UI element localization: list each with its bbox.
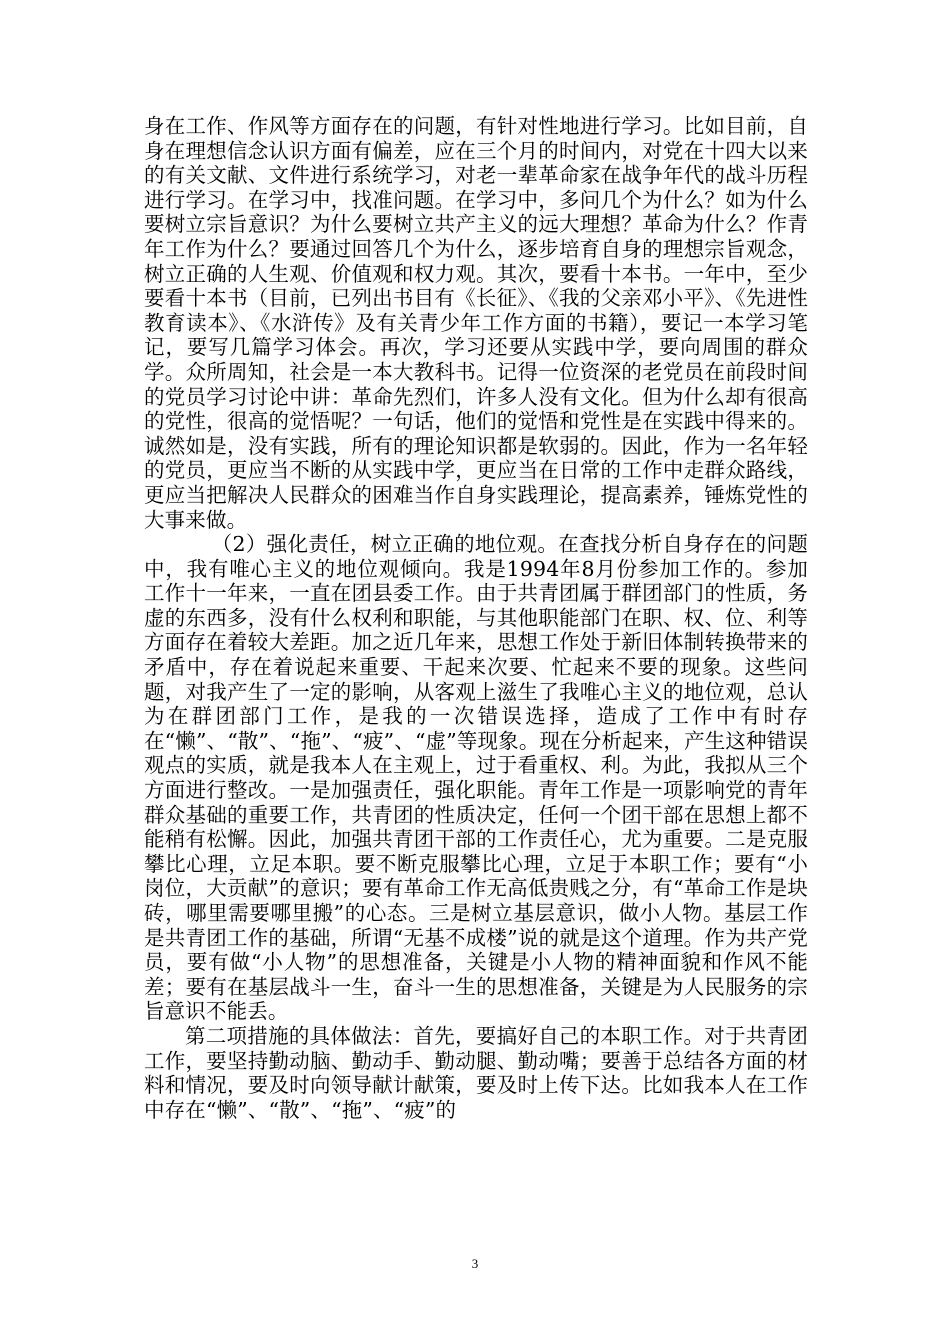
paragraph-responsibility: （2）强化责任，树立正确的地位观。在查找分析自身存在的问题中，我有唯心主义的地位观倾向。我是1994年8月份参加工作的。参加工作十一年来，一直在团县委工作。由于共青团属于群团部门的性质，务虚的东西多，没有什么权利和职能，与其他职能部门在职、权、位、利等方面存在着较大差距。加之近几年来，思想工作处于新旧体制转换带来的矛盾中，存在着说起来重要、干起来次要、忙起来不要的现象。这些问题，对我产生了一定的影响，从客观上滋生了我唯心主义的地位观，总认为在群团部门工作，是我的一次错误选择，造成了工作中有时存在“懒”、“散”、“拖”、“疲”、“虚”等现象。现在分析起来，产生这种错误观点的实质，就是我本人在主观上，过于看重权、利。为此，我拟从三个方面进行整改。一是加强责任，强化职能。青年工作是一项影响党的青年群众基础的重要工作，共青团的性质决定，任何一个团干部在思想上都不能稍有松懈。因此，加强共青团干部的工作责任心，尤为重要。二是克服攀比心理，立足本职。要不断克服攀比心理，立足于本职工作；要有“小岗位，大贡献”的意识；要有革命工作无高低贵贱之分，有“革命工作是块砖，哪里需要哪里搬”的心态。三是树立基层意识，做小人物。基层工作是共青团工作的基础，所谓“无基不成楼”说的就是这个道理。作为共产党员，要有做“小人物”的思想准备，关键是小人物的精神面貌和作风不能差；要有在基层战斗一生，奋斗一生的思想准备，关键是为人民服务的宗旨意识不能丢。 [144,532,808,1024]
page-number: 3 [471,1256,479,1271]
paragraph-second-measure: 第二项措施的具体做法：首先，要搞好自己的本职工作。对于共青团工作，要坚持勤动脑、勤动手、勤动腿、勤动嘴；要善于总结各方面的材料和情况，要及时向领导献计献策，要及时上传下达。比如我本人在工作中存在“懒”、“散”、“拖”、“疲”的 [144,1023,808,1122]
body-text [144,114,808,1122]
paragraph-continuation: 身在工作、作风等方面存在的问题，有针对性地进行学习。比如目前，自身在理想信念认识方面有偏差，应在三个月的时间内，对党在十四大以来的有关文献、文件进行系统学习，对老一辈革命家在战争年代的战斗历程进行学习。在学习中，找准问题。在学习中，多问几个为什么？如为什么要树立宗旨意识？为什么要树立共产主义的远大理想？革命为什么？作青年工作为什么？要通过回答几个为什么，逐步培育自身的理想宗旨观念，树立正确的人生观、价值观和权力观。其次，要看十本书。一年中，至少要看十本书（目前，已列出书目有《长征》、《我的父亲邓小平》、《先进性教育读本》、《水浒传》及有关青少年工作方面的书籍），要记一本学习笔记，要写几篇学习体会。再次，学习还要从实践中学，要向周围的群众学。众所周知，社会是一本大教科书。记得一位资深的老党员在前段时间的党员学习讨论中讲：革命先烈们，许多人没有文化。但为什么却有很高的党性，很高的觉悟呢？一句话，他们的觉悟和党性是在实践中得来的。诚然如是，没有实践，所有的理论知识都是软弱的。因此，作为一名年轻的党员，更应当不断的从实践中学，更应当在日常的工作中走群众路线，更应当把解决人民群众的困难当作自身实践理论，提高素养，锤炼党性的大事来做。 [144,114,808,532]
